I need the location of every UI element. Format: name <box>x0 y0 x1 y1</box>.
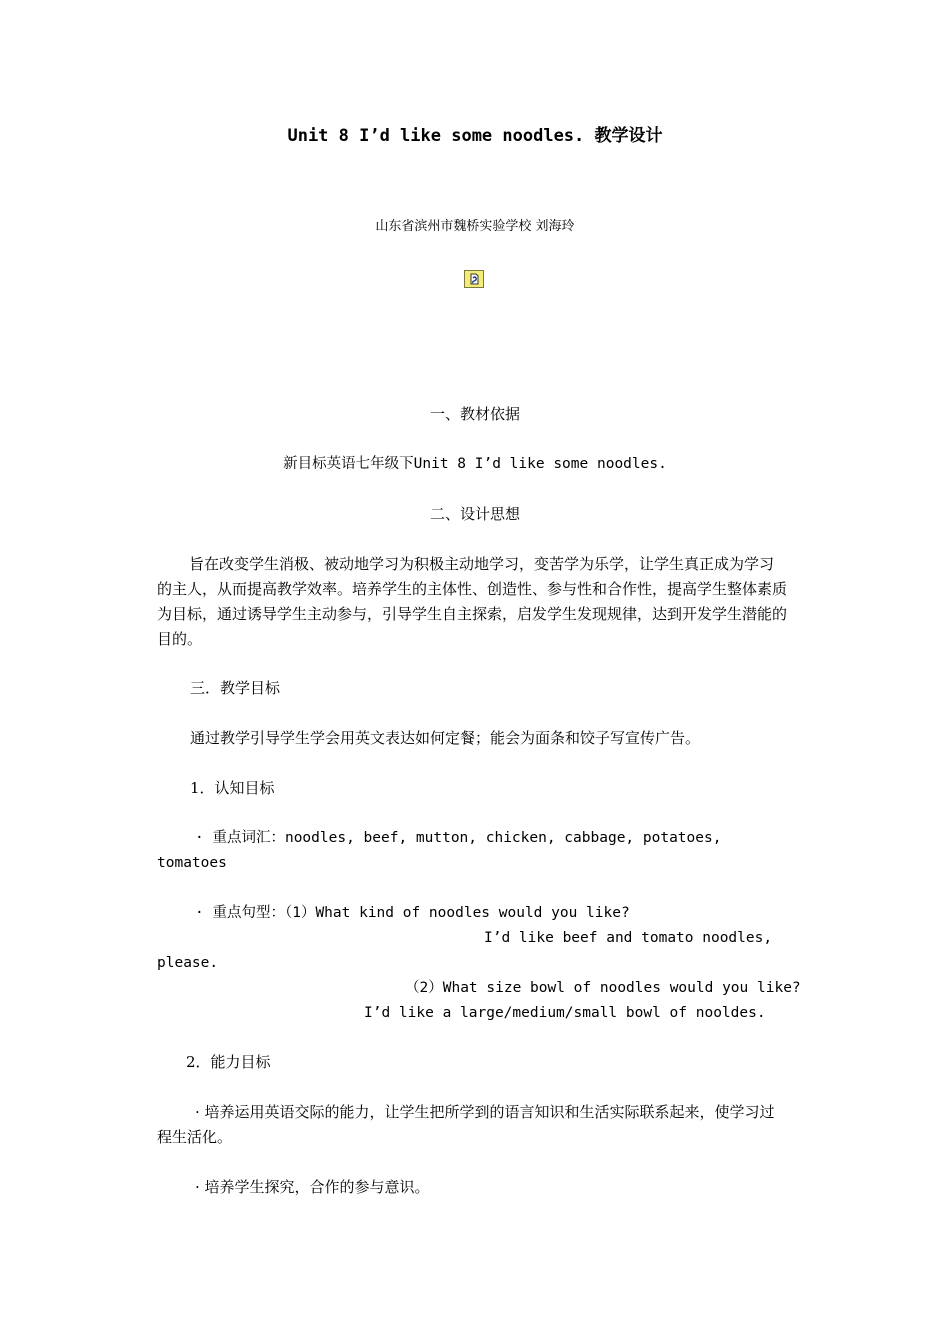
section-2-paragraph: 旨在改变学生消极、被动地学习为积极主动地学习，变苦学为乐学，让学生真正成为学习的主人，从而提高教学效率。培养学生的主体性、创造性、参与性和合作性，提高学生整体素质为目标，通过诱导学生主动参与，引导学生自主探索，启发学生发现规律，达到开发学生潜能的目的。 <box>157 555 788 648</box>
sentence-line-5: I’d like a large/medium/small bowl of nooldes. <box>364 1005 766 1021</box>
vocab-line-1: · 重点词汇：noodles, beef, mutton, chicken, cabbage, potatoes, <box>195 830 722 846</box>
sentence-line-1: · 重点句型：（1）What kind of noodles would you like? <box>195 905 630 921</box>
goal-2-heading: 2．能力目标 <box>186 1053 271 1071</box>
section-2-heading: 二、设计思想 <box>429 505 520 523</box>
section-3-heading: 三．教学目标 <box>190 679 281 697</box>
sentence-line-4: （2）What size bowl of noodles would you like? <box>405 980 801 996</box>
sentence-line-2: I’d like beef and tomato noodles, <box>484 930 773 946</box>
vocab-line-2: tomatoes <box>157 855 227 871</box>
section-3-text: 通过教学引导学生学会用英文表达如何定餐；能会为面条和饺子写宣传广告。 <box>190 729 701 747</box>
author-line: 山东省滨州市魏桥实验学校 刘海玲 <box>375 219 575 234</box>
link-glyph-icon <box>467 272 481 286</box>
ability-item-1: · 培养运用英语交际的能力，让学生把所学到的语言知识和生活实际联系起来，使学习过程生活化。 <box>157 1103 775 1146</box>
page-title: Unit 8 I’d like some noodles. 教学设计 <box>287 126 663 146</box>
section-1-heading: 一、教材依据 <box>429 405 520 423</box>
section-1-text: 新目标英语七年级下Unit 8 I’d like some noodles. <box>283 456 667 472</box>
goal-1-heading: 1．认知目标 <box>190 779 275 797</box>
document-link-icon[interactable] <box>464 270 484 288</box>
sentence-line-3: please. <box>157 955 219 971</box>
ability-item-2: · 培养学生探究，合作的参与意识。 <box>195 1178 430 1196</box>
